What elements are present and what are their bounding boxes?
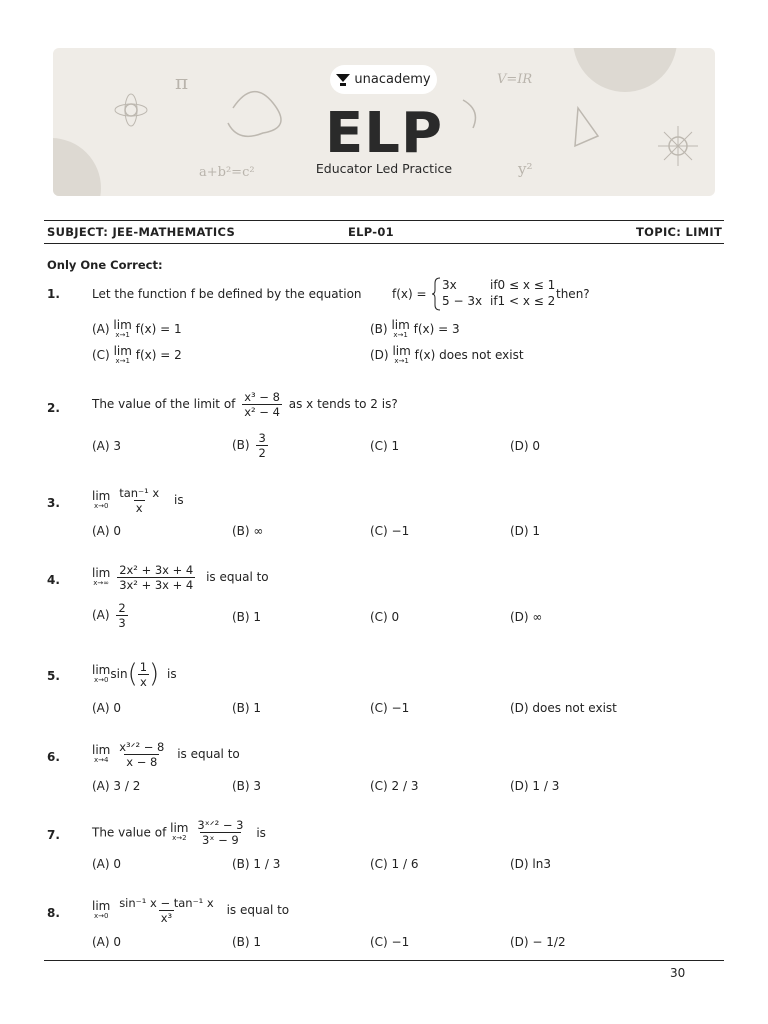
q1-brace-icon [432,277,442,311]
limit-notation: lim x→4 [92,743,111,764]
q3-option-c: (C) −1 [370,524,410,538]
q4-option-b: (B) 1 [232,610,262,624]
unacademy-logo-icon [336,74,350,86]
q2-option-a: (A) 3 [92,439,122,453]
q8-expression: lim x→0 $\frac{\text{sin⁻¹ x − tan⁻¹ x}}{\text{x³}}$ is equal to [92,896,290,925]
q6-option-a: (A) 3 / 2 [92,779,141,793]
option-a-text: f(x) = 1 [135,322,182,336]
banner-title: ELP [325,101,443,166]
question-number-4: 4. [47,573,60,587]
q5-option-b: (B) 1 [232,701,262,715]
option-b-text: f(x) = 3 [413,322,460,336]
section-title: Only One Correct: [47,258,163,272]
header-bottom-rule [44,243,724,244]
q3-expression: lim x→0 $\frac{\text{tan⁻¹ x}}{x}$ is [92,486,184,515]
option-c-label: (C) [92,348,110,362]
q1-piece2-cond: if1 < x ≤ 2 [490,294,556,308]
q1-option-c [92,346,182,365]
q5-option-d: (D) does not exist [510,701,617,715]
question-number-1: 1. [47,287,60,301]
q1-conditions [490,277,555,309]
q6-option-c: (C) 2 / 3 [370,779,419,793]
question-number-3: 3. [47,496,60,510]
option-b-label: (B) [370,322,388,336]
q2-option-c: (C) 1 [370,439,400,453]
q7-option-b: (B) 1 / 3 [232,857,281,871]
q8-option-b: (B) 1 [232,935,262,949]
q1-piecewise [442,277,482,309]
question-number-6: 6. [47,750,60,764]
footer-rule [44,960,724,961]
q1-piece2-expr: 5 − 3x [442,294,483,308]
header-top-rule [44,220,724,221]
q1-piece1-cond: if0 ≤ x ≤ 1 [490,278,556,292]
q3-option-b: (B) ∞ [232,524,264,538]
q1-option-b [370,320,460,339]
q2-text: The value of the limit of $\frac{\text{x³ − 8}}{\text{x² − 4}}$ as x tends to 2 is? [92,390,398,419]
brand-logo [330,65,437,94]
limit-notation: lim x→0 [92,489,111,510]
limit-notation: lim x→∞ [92,566,111,587]
limit-notation: lim x→1 [392,344,411,365]
pi-symbol: π [175,70,189,94]
q2-fraction: $\frac{\text{x³ − 8}}{\text{x² − 4}}$ [244,390,280,419]
option-d-text: f(x) does not exist [414,348,524,362]
q8-option-d: (D) − 1/2 [510,935,566,949]
q3-option-a: (A) 0 [92,524,122,538]
q7-option-d: (D) ln3 [510,857,551,871]
q3-option-d: (D) 1 [510,524,541,538]
q5-expression: lim x→0 sin( $\frac{1}{x}$ ) is [92,659,177,689]
option-a-label: (A) [92,322,110,336]
elp-banner [53,48,715,196]
q1-option-d [370,346,524,365]
limit-notation: lim x→0 [92,899,111,920]
limit-notation: lim x→1 [113,318,132,339]
q4-option-d: (D) ∞ [510,610,543,624]
q2-option-b: (B) $\frac{3}{2}$ [232,431,266,460]
limit-notation: lim x→2 [170,821,189,842]
code-label: ELP-01 [348,225,394,239]
q1-fx: f(x) = [392,287,427,301]
y-squared-text: y² [518,160,533,178]
q1-then: then? [556,287,590,301]
question-number-2: 2. [47,401,60,415]
question-number-7: 7. [47,828,60,842]
q1-text: Let the function f be defined by the equation [92,287,362,301]
q6-expression: lim x→4 $\frac{\text{x³ᐟ² − 8}}{x - 8}$ is equal to [92,740,240,769]
q7-expression: The value of lim x→2 $\frac{\text{3ˣᐟ² − 3}}{\text{3ˣ − 9}}$ is [92,818,266,847]
limit-notation: lim x→1 [391,318,410,339]
brand-name: unacademy [354,72,431,87]
q4-expression: lim x→∞ $\frac{\text{2x² + 3x + 4}}{\text{3x² + 3x + 4}}$ is equal to [92,563,269,592]
limit-notation: lim x→0 [92,662,111,684]
q7-option-c: (C) 1 / 6 [370,857,419,871]
option-d-label: (D) [370,348,389,362]
pythagoras-text: a+b²=c² [199,165,255,180]
q5-option-a: (A) 0 [92,701,122,715]
subject-label: SUBJECT: JEE-MATHEMATICS [47,225,236,239]
q1-option-a [92,320,182,339]
ohms-law-text: V=IR [497,72,533,87]
question-number-8: 8. [47,906,60,920]
banner-subtitle: Educator Led Practice [315,161,453,176]
question-number-5: 5. [47,669,60,683]
q6-option-b: (B) 3 [232,779,262,793]
q2-option-d: (D) 0 [510,439,541,453]
q5-option-c: (C) −1 [370,701,410,715]
q6-option-d: (D) 1 / 3 [510,779,560,793]
q4-option-a: (A) $\frac{2}{3}$ [92,601,126,630]
topic-label: TOPIC: LIMIT [636,225,723,239]
q4-option-c: (C) 0 [370,610,400,624]
option-c-text: f(x) = 2 [135,348,182,362]
page-number: 30 [670,966,686,980]
q8-option-c: (C) −1 [370,935,410,949]
q7-option-a: (A) 0 [92,857,122,871]
limit-notation: lim x→1 [113,344,132,365]
q1-piece1-expr: 3x [442,278,457,292]
q8-option-a: (A) 0 [92,935,122,949]
